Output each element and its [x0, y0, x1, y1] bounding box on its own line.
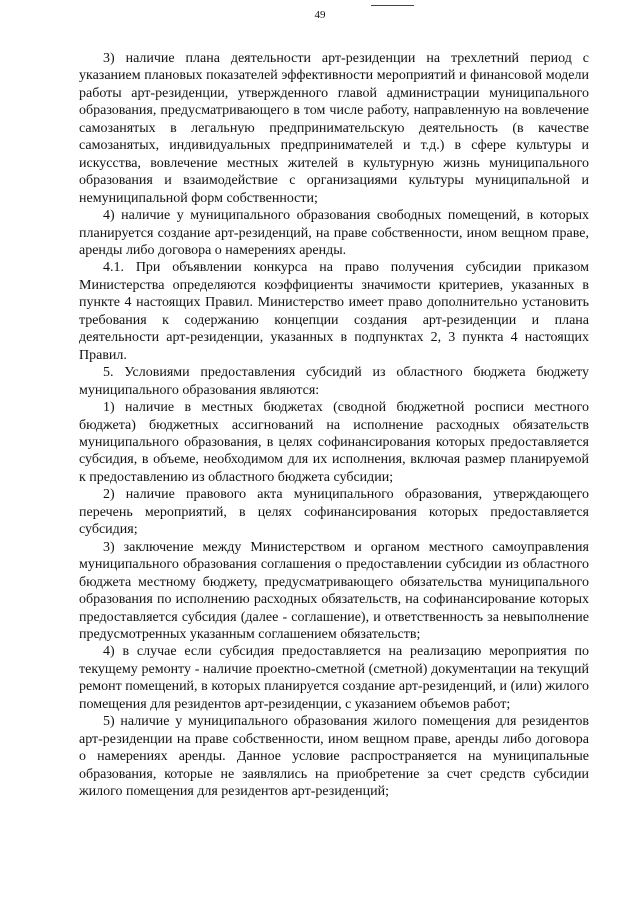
paragraph-item-3: 3) наличие плана деятельности арт-резиденции на трехлетний период с указанием плановых показателей эффективности мероприятий и финансовой модели работы арт-резиденции, утвержденного главой администрации муниципального образования, предусматривающего в том числе работу, направленную на вовлечение самозанятых в легальную предпринимательскую деятельность (в качестве самозанятых, индивидуальных предпринимателей и т.д.) в сфере культуры и искусства, вовлечение местных жителей в культурную жизнь муниципального образования и взаимодействие с организациями культуры муниципальной и немуниципальной форм собственности;: [79, 51, 589, 206]
page-number: 49: [314, 9, 326, 21]
paragraph-item-4-1: 4.1. При объявлении конкурса на право получения субсидии приказом Министерства определяются коэффициенты значимости критериев, указанных в пункте 4 настоящих Правил. Министерство имеет право дополнительно установить требования к содержанию концепции создания арт-резиденции и плана деятельности арт-резиденции, указанных в подпунктах 2, 3 пункта 4 настоящих Правил.: [79, 260, 589, 363]
paragraph-subitem-2: 2) наличие правового акта муниципального образования, утверждающего перечень мероприятий, в целях софинансирования которых предоставляется субсидия;: [79, 487, 589, 538]
paragraph-item-5: 5. Условиями предоставления субсидий из областного бюджета бюджету муниципального образования являются:: [79, 365, 589, 398]
paragraph-subitem-3: 3) заключение между Министерством и органом местного самоуправления муниципального образования соглашения о предоставлении субсидии из областного бюджета местному бюджету, предусматривающего обязательства муниципального образования по исполнению расходных обязательств, на софинансирование которых предоставляется субсидия (далее - соглашение), и ответственность за невыполнение предусмотренных указанным соглашением обязательств;: [79, 539, 589, 642]
body-text: [79, 50, 589, 800]
paragraph-subitem-1: 1) наличие в местных бюджетах (сводной бюджетной росписи местного бюджета) бюджетных ассигнований на исполнение расходных обязательств муниципального образования, в целях софинансирования которых предоставляется субсидия, в объеме, необходимом для их исполнения, включая размер планируемой к предоставлению из областного бюджета субсидии;: [79, 400, 589, 485]
paragraph-subitem-4: 4) в случае если субсидия предоставляется на реализацию мероприятия по текущему ремонту - наличие проектно-сметной (сметной) документации на текущий ремонт помещений, в которых планируется создание арт-резиденций, и (или) жилого помещения для резидентов арт-резиденции, с указанием объемов работ;: [79, 644, 589, 712]
paragraph-subitem-5: 5) наличие у муниципального образования жилого помещения для резидентов арт-резиденции на праве собственности, ином вещном праве, аренды либо договора о намерениях аренды. Данное условие распространяется на муниципальные образования, которые не заявлялись на приобретение за счет средств субсидии жилого помещения для резидентов арт-резиденций;: [79, 714, 589, 800]
paragraph-item-4: 4) наличие у муниципального образования свободных помещений, в которых планируется создание арт-резиденций, на праве собственности, ином вещном праве, аренды либо договора о намерениях аренды.: [79, 208, 589, 258]
header-rule: [371, 5, 414, 6]
